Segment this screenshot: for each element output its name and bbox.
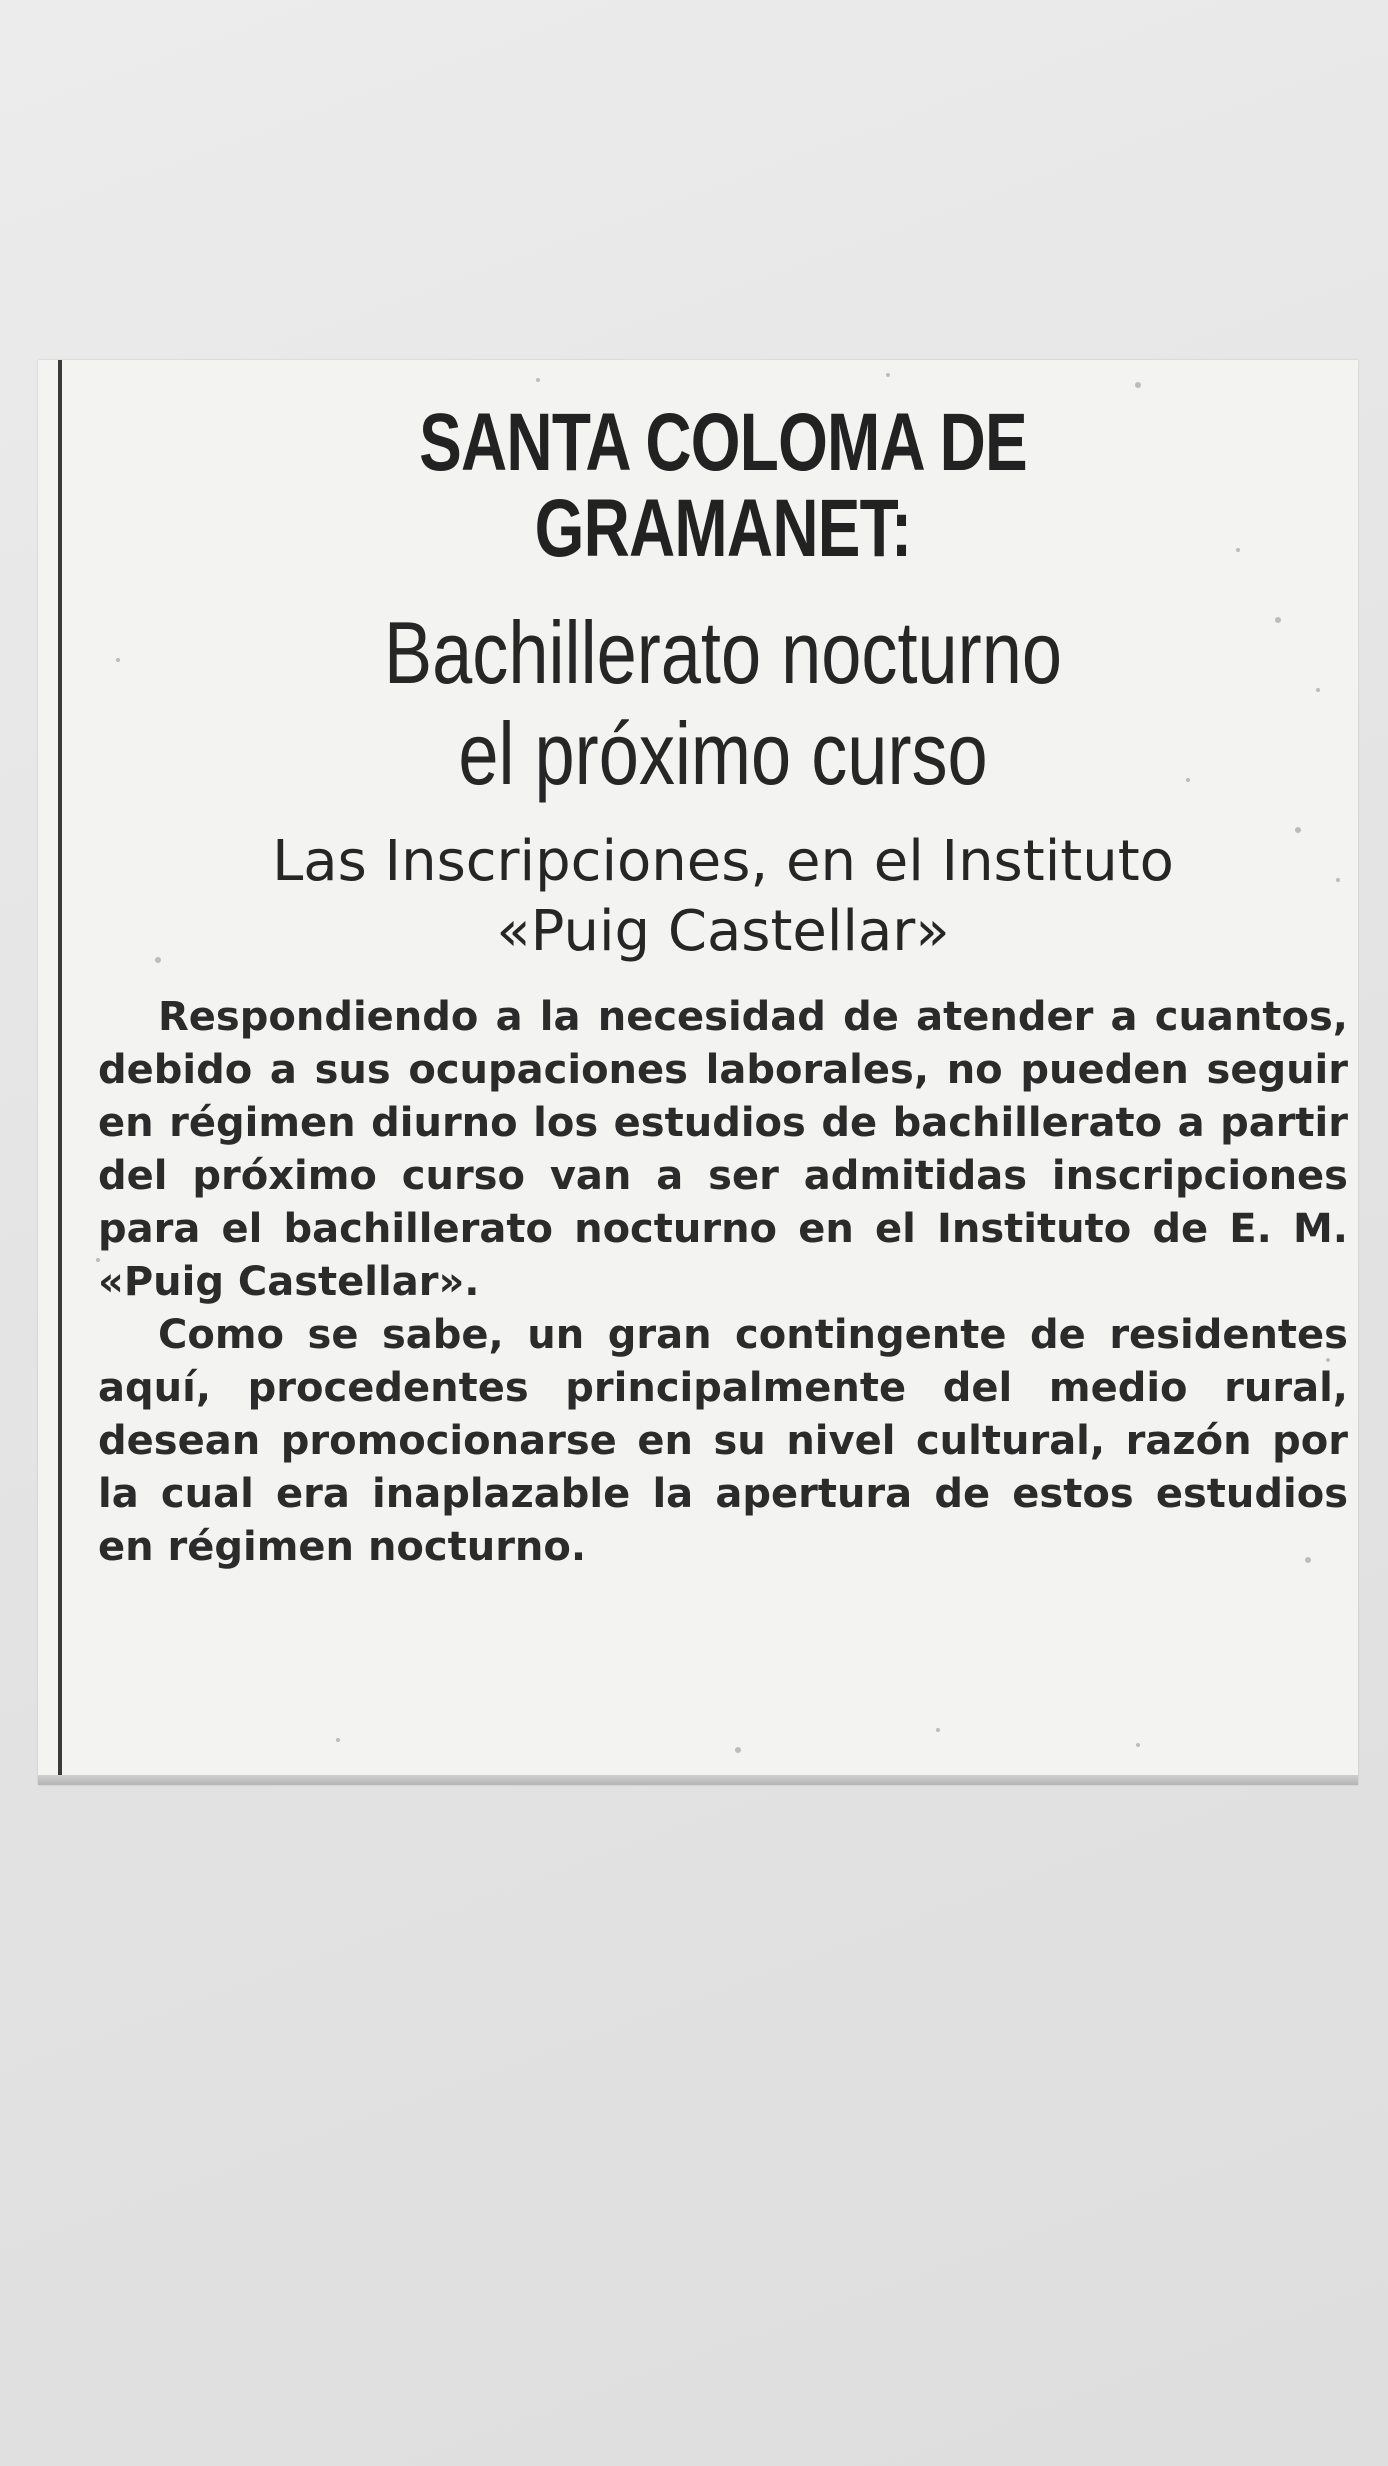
article-subhead xyxy=(98,827,1348,967)
article-headline xyxy=(211,602,1236,804)
paragraph-1: Respondiendo a la necesidad de atender a cuantos, debido a sus ocupaciones laborales, no pueden seguir en régimen diurno los estudios de bachillerato a partir del próximo curso van a ser admitidas inscripciones para el bachillerato nocturno en el Instituto de E. M. «Puig Castellar». xyxy=(98,993,1348,1305)
newspaper-clipping xyxy=(38,360,1358,1785)
subhead-line-1: Las Inscripciones, en el Instituto xyxy=(272,828,1174,894)
article-kicker: SANTA COLOMA DE GRAMANET: xyxy=(419,397,1027,575)
article-text xyxy=(98,991,1348,1574)
column-rule xyxy=(58,360,62,1775)
paragraph-2: Como se sabe, un gran contingente de residentes aquí, procedentes principalmente del medio rural, desean promocionarse en su nivel cultural, razón por la cual era inaplazable la apertura de estos estudios en régimen nocturno. xyxy=(98,1311,1348,1570)
article-body xyxy=(98,397,1348,1574)
subhead-line-2: «Puig Castellar» xyxy=(496,898,950,964)
headline-line-1: Bachillerato nocturno xyxy=(384,603,1062,703)
clipping-bottom-edge xyxy=(38,1775,1358,1785)
headline-line-2: el próximo curso xyxy=(458,704,988,804)
